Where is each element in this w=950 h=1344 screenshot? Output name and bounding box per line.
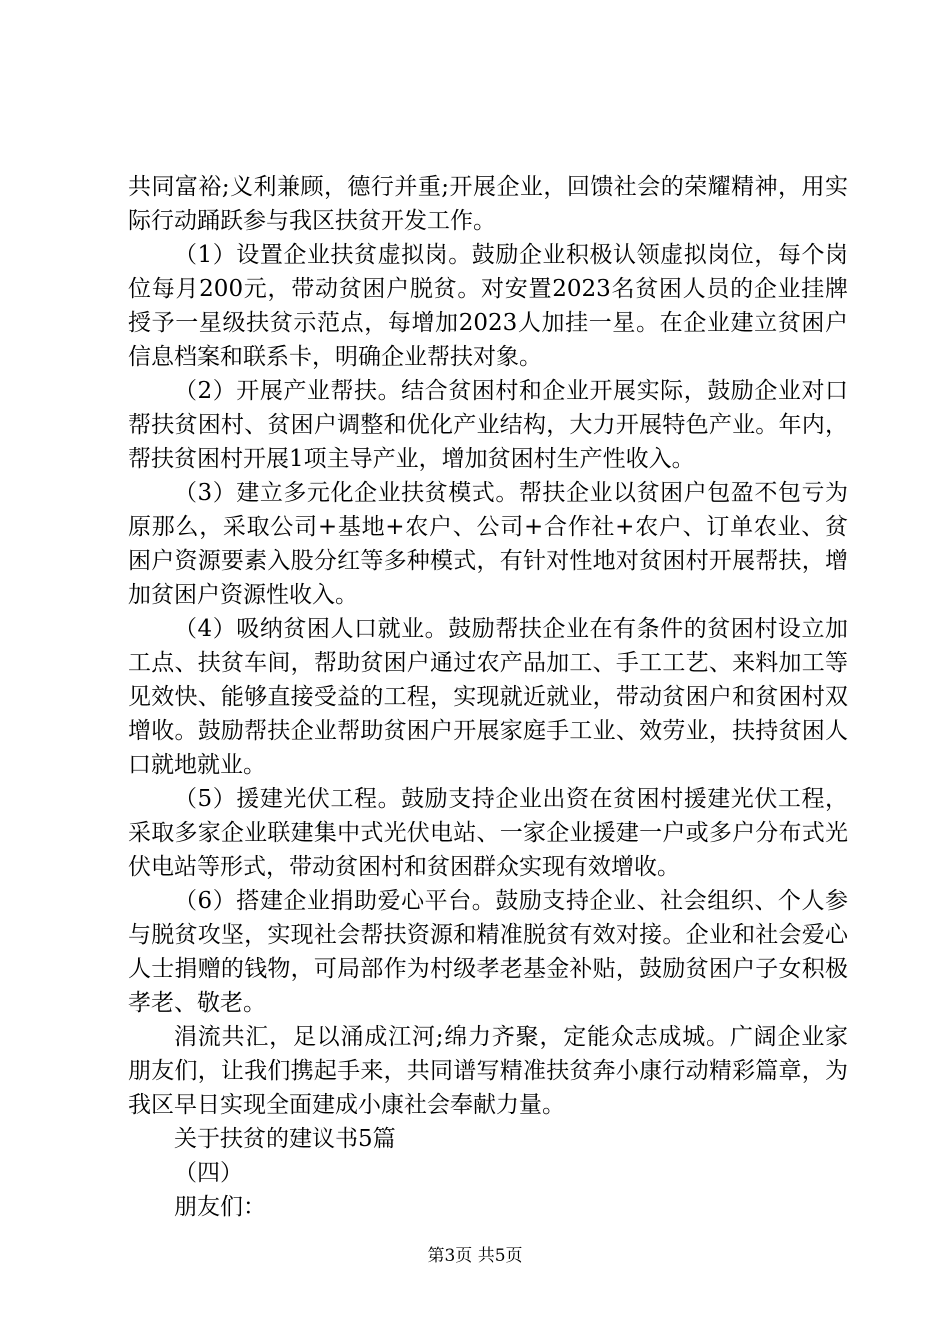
section-number: （四） bbox=[174, 1160, 243, 1186]
paragraph-item-6: （6）搭建企业捐助爱心平台。鼓励支持企业、社会组织、个人参与脱贫攻坚，实现社会帮扶资源和精准脱贫有效对接。企业和社会爱心人士捐赠的钱物，可局部作为村级孝老基金补贴，鼓励贫困户子女积极孝老、敬老。 bbox=[128, 888, 848, 1016]
greeting: 朋友们： bbox=[174, 1194, 266, 1220]
paragraph-closing: 涓流共汇，足以涌成江河;绵力齐聚，定能众志成城。广阔企业家朋友们，让我们携起手来，共同谱写精准扶贫奔小康行动精彩篇章，为我区早日实现全面建成小康社会奉献力量。 bbox=[128, 1024, 848, 1118]
document-body bbox=[128, 170, 848, 1224]
document-heading: 关于扶贫的建议书5篇 bbox=[174, 1126, 396, 1152]
paragraph-item-5: （5）援建光伏工程。鼓励支持企业出资在贫困村援建光伏工程，采取多家企业联建集中式光伏电站、一家企业援建一户或多户分布式光伏电站等形式，带动贫困村和贫困群众实现有效增收。 bbox=[128, 786, 848, 880]
paragraph-item-2: （2）开展产业帮扶。结合贫困村和企业开展实际，鼓励企业对口帮扶贫困村、贫困户调整和优化产业结构，大力开展特色产业。年内，帮扶贫困村开展1项主导产业，增加贫困村生产性收入。 bbox=[128, 378, 848, 472]
paragraph-continuation: 共同富裕;义利兼顾，德行并重;开展企业，回馈社会的荣耀精神，用实际行动踊跃参与我区扶贫开发工作。 bbox=[128, 174, 848, 234]
page-footer: 第3页 共5页 bbox=[427, 1246, 523, 1266]
paragraph-item-1: （1）设置企业扶贫虚拟岗。鼓励企业积极认领虚拟岗位，每个岗位每月200元，带动贫困户脱贫。对安置2023名贫困人员的企业挂牌授予一星级扶贫示范点，每增加2023人加挂一星。在企业建立贫困户信息档案和联系卡，明确企业帮扶对象。 bbox=[128, 242, 848, 370]
paragraph-item-4: （4）吸纳贫困人口就业。鼓励帮扶企业在有条件的贫困村设立加工点、扶贫车间，帮助贫困户通过农产品加工、手工工艺、来料加工等见效快、能够直接受益的工程，实现就近就业，带动贫困户和贫困村双增收。鼓励帮扶企业帮助贫困户开展家庭手工业、效劳业，扶持贫困人口就地就业。 bbox=[128, 616, 848, 778]
paragraph-item-3: （3）建立多元化企业扶贫模式。帮扶企业以贫困户包盈不包亏为原那么，采取公司+基地+农户、公司+合作社+农户、订单农业、贫困户资源要素入股分红等多种模式，有针对性地对贫困村开展帮扶，增加贫困户资源性收入。 bbox=[128, 480, 848, 608]
